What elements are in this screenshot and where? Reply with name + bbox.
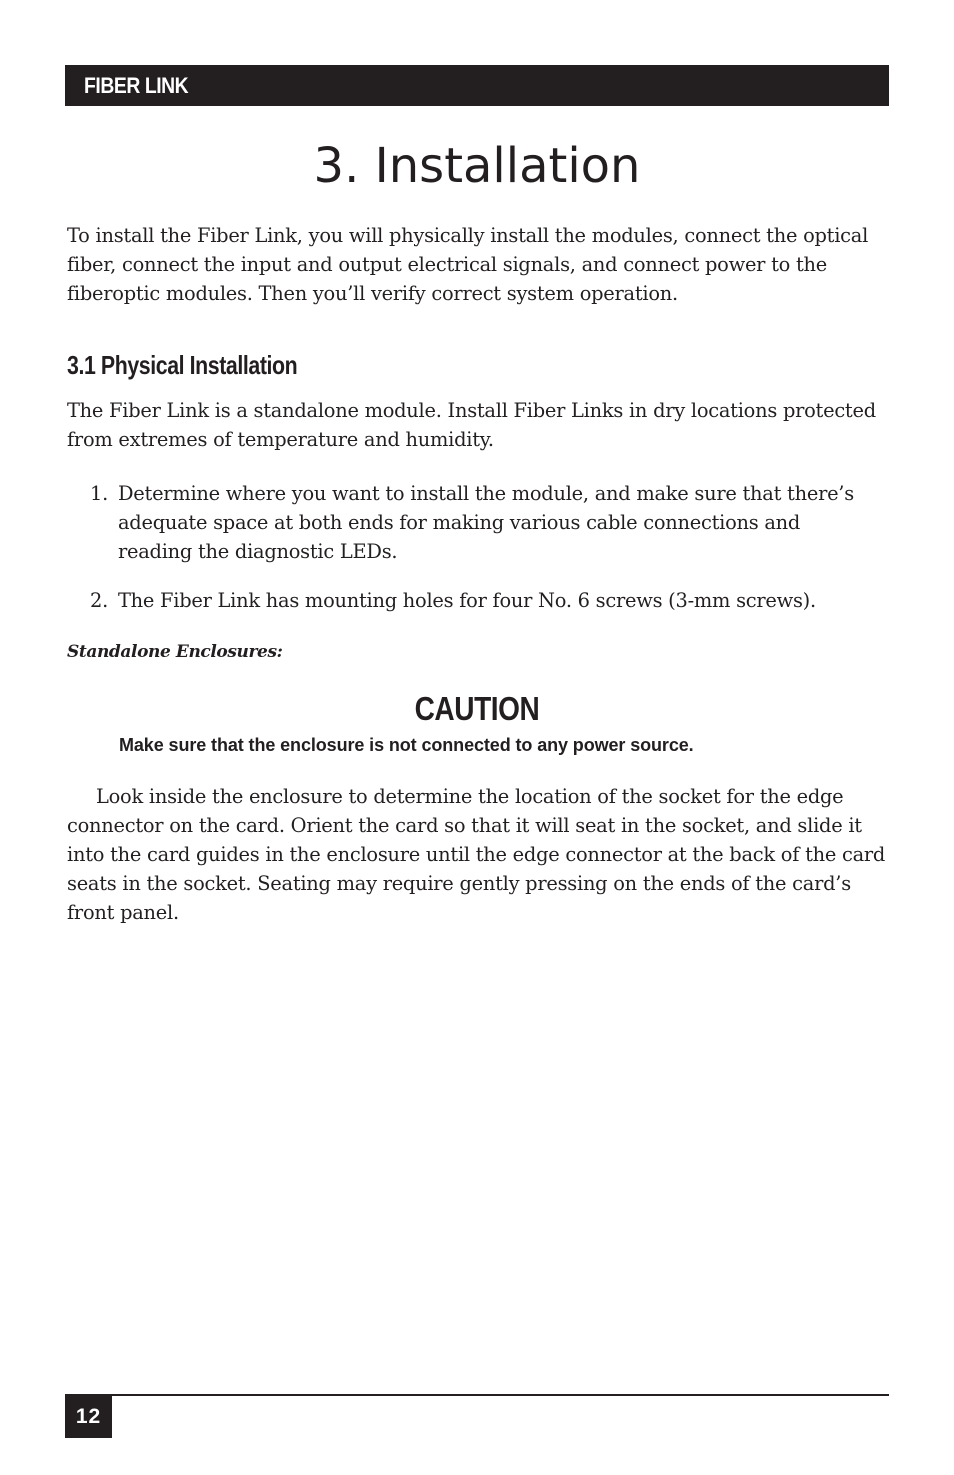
footer-rule bbox=[65, 1394, 889, 1396]
caution-title: CAUTION bbox=[414, 690, 540, 727]
running-header-title: FIBER LINK bbox=[84, 73, 189, 98]
page-number-box bbox=[65, 1396, 112, 1438]
running-header-bar bbox=[65, 65, 889, 106]
section-intro-paragraph: The Fiber Link is a standalone module. Install Fiber Links in dry locations protected from extremes of temperature and humidity. bbox=[67, 399, 876, 451]
subheading-standalone-enclosures: Standalone Enclosures: bbox=[67, 642, 283, 662]
chapter-title: 3. Installation bbox=[313, 138, 641, 194]
caution-text: Make sure that the enclosure is not connected to any power source. bbox=[119, 735, 694, 755]
list-item bbox=[90, 586, 880, 615]
list-item-text: The Fiber Link has mounting holes for four No. 6 screws (3-mm screws). bbox=[118, 589, 816, 612]
list-item-number: 2. bbox=[90, 589, 109, 612]
page-number: 12 bbox=[75, 1405, 102, 1428]
list-item-text: Determine where you want to install the module, and make sure that there’s adequate space at both ends for making various cable connections and reading the diagnostic LEDs. bbox=[118, 482, 854, 563]
chapter-intro-paragraph: To install the Fiber Link, you will physically install the modules, connect the optical fiber, connect the input and output electrical signals, and connect power to the fiberoptic modules. Then you’ll verify correct system operation. bbox=[67, 224, 869, 305]
list-item bbox=[90, 479, 880, 566]
section-heading: 3.1 Physical Installation bbox=[67, 350, 298, 380]
list-item-number: 1. bbox=[90, 482, 109, 505]
body-paragraph: Look inside the enclosure to determine the location of the socket for the edge connector on the card. Orient the card so that it will seat in the socket, and slide it into the card guides in the enclosure until the edge connector at the back of the card seats in the socket. Seating may require gently pressing on the ends of the card’s front panel. bbox=[67, 785, 886, 924]
